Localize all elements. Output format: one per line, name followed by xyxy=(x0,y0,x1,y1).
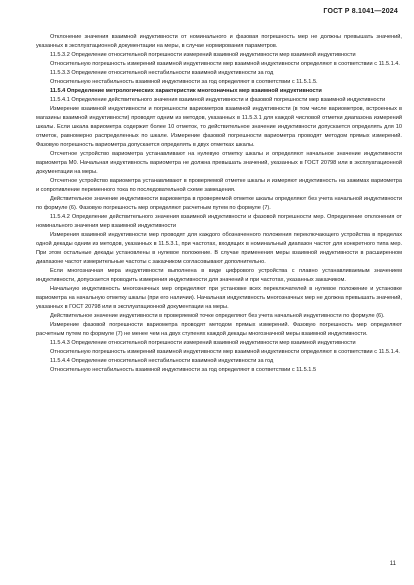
paragraph: Измерение взаимной индуктивности и погрешности вариометров взаимной индуктивности (в том числе вариометров, встроенных в магазины взаимной индуктивности) проводят одним из методов, указанных в 11.5.3.1 для каждой числовой отметки диапазона измерений шкалы. Если шкала вариометра содержит более 10 отметок, то действительное значение индуктивности допускается определять для 10 отметок, равномерно распределенных по шкале. Измерение фазовой погрешности вариометра проводят методом прямых измерений. Фазовую погрешность вариометра допускается определять в двух отметках шкалы. xyxy=(36,106,402,148)
paragraph: Относительную нестабильность взаимной индуктивности за год определяют в соответствии с 11.5.1.5 xyxy=(50,367,317,373)
standard-header: ГОСТ Р 8.1041—2024 xyxy=(323,8,398,15)
section-heading: 11.5.4.1 Определение действительного значения взаимной индуктивности и фазовой погрешности мер взаимной индуктивности xyxy=(50,97,386,103)
paragraph: Измерения взаимной индуктивности мер проводят для каждого обозначенного положения переключающего устройства в пределах одной декады одним из методов, указанных в 11.5.3.1, при частотах, входящих в номинальный диапазон частот для конкретного типа мер. При этом остальные декады установлены в нулевое положение. В случае применения меры взаимной индуктивности в расширенном диапазоне частот измерительные частоты с заказчиком согласовывают дополнительно. xyxy=(36,232,402,265)
paragraph: Начальную индуктивность многозначных мер определяют при установке всех переключателей в нулевое положение и установке вариометра на начальную отметку шкалы (при его наличии). Начальная индуктивность многозначных мер не должна превышать значений, указанных в ГОСТ 20798 или в эксплуатационной документации на меры. xyxy=(36,286,402,310)
page-number: 11 xyxy=(389,561,396,567)
section-heading: 11.5.3.3 Определение относительной нестабильности взаимной индуктивности за год xyxy=(50,70,274,76)
document-body xyxy=(36,33,402,375)
paragraph: Если многозначная мера индуктивности выполнена в виде цифрового устройства с плавно устанавливаемым значением индуктивности, допускается проводить измерения индуктивности для значений и при частотах, указанных заказчиком. xyxy=(36,268,402,283)
paragraph: Относительную нестабильность взаимной индуктивности за год определяют в соответствии с 11.5.1.5. xyxy=(50,79,318,85)
section-heading-bold: 11.5.4 Определение метрологических характеристик многозначных мер взаимной индуктивности xyxy=(50,88,322,94)
paragraph: Относительную погрешность измерений взаимной индуктивности мер взаимной индуктивности определяют в соответствии с 11.5.1.4. xyxy=(50,349,400,355)
paragraph: Относительную погрешность измерений взаимной индуктивности мер взаимной индуктивности определяют в соответствии с 11.5.1.4. xyxy=(50,61,400,67)
paragraph: Отклонение значения взаимной индуктивности от номинального и фазовая погрешность мер не должны превышать значений, указанных в эксплуатационной документации на меры, в случае нормирования параметров. xyxy=(36,34,402,49)
section-heading: 11.5.4.2 Определение действительного значения взаимной индуктивности и фазовой погрешности мер. Определение отклонения от номинального значения мер взаимной индуктивности xyxy=(36,214,402,229)
paragraph: Действительное значение индуктивности в проверяемой точке определяют без учета начальной индуктивности по формуле (6). xyxy=(50,313,385,319)
paragraph: Отсчетное устройство вариометра устанавливают в проверяемой отметке шкалы и измеряют индуктивность на зажимах вариометра и сопротивление переменного тока по последовательной схеме замещения. xyxy=(36,178,402,193)
section-heading: 11.5.4.4 Определение относительной нестабильности взаимной индуктивности за год xyxy=(50,358,274,364)
section-heading: 11.5.3.2 Определение относительной погрешности измерений взаимной индуктивности мер взаимной индуктивности xyxy=(50,52,356,58)
section-heading: 11.5.4.3 Определение относительной погрешности измерений взаимной индуктивности мер взаимной индуктивности xyxy=(50,340,356,346)
paragraph: Измерение фазовой погрешности вариометра проводят методом прямых измерений. Фазовую погрешность мер определяют расчетным путем по формуле (7) не менее чем на двух ступенях каждой декады многозначной меры взаимной индуктивности. xyxy=(36,322,402,337)
paragraph: Отсчетное устройство вариометра устанавливают на нулевую отметку шкалы и определяют начальное значение индуктивности вариометра M0. Начальная индуктивность вариометра не должна превышать значений, указанных в ГОСТ 20798 или в эксплуатационной документации на меры. xyxy=(36,151,402,175)
paragraph: Действительное значение индуктивности вариометра в проверяемой отметке шкалы определяют без учета начальной индуктивности по формуле (6). Фазовую погрешность мер определяют расчетным путем по формуле (7). xyxy=(36,196,402,211)
